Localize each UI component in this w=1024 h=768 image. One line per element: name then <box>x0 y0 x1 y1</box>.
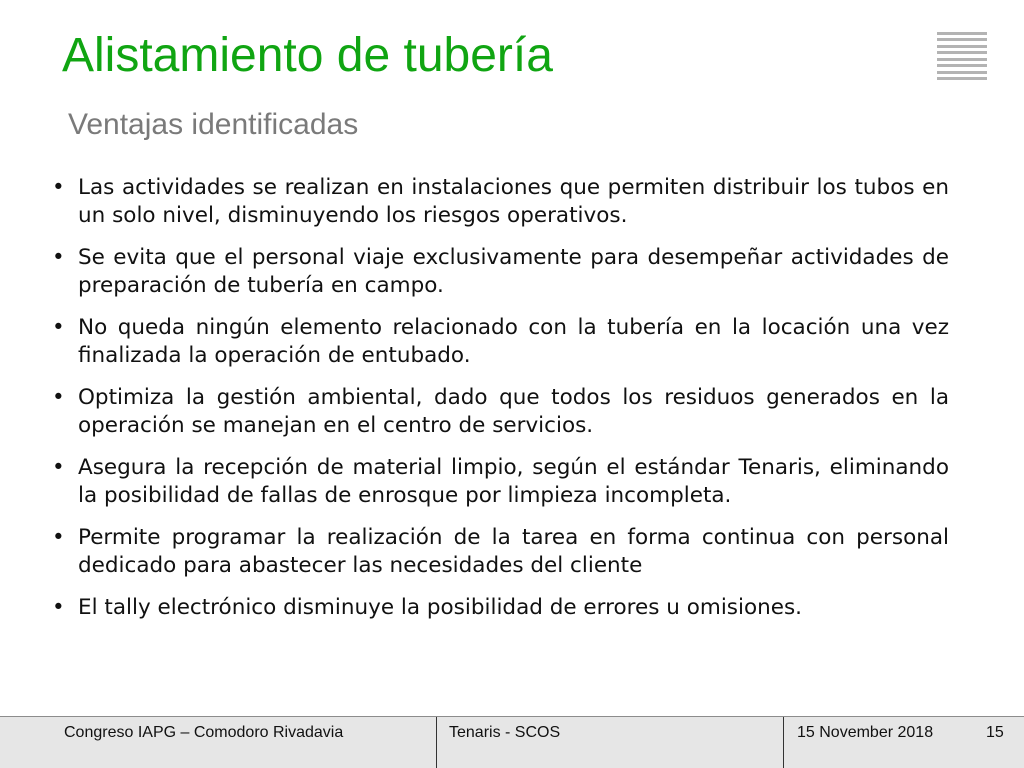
footer-event: Congreso IAPG – Comodoro Rivadavia <box>64 724 344 741</box>
slide-title: Alistamiento de tubería <box>62 29 553 82</box>
bullet-dot-icon: • <box>52 385 65 410</box>
logo-stripe <box>937 77 987 80</box>
bullet-list <box>52 174 949 636</box>
bullet-item <box>52 174 949 230</box>
bullet-dot-icon: • <box>52 525 65 550</box>
bullet-text: Asegura la recepción de material limpio, según el estándar Tenaris, eliminando la posibilidad de fallas de enrosque por limpieza incompleta. <box>78 455 949 508</box>
bullet-item <box>52 244 949 300</box>
bullet-dot-icon: • <box>52 245 65 270</box>
bullet-dot-icon: • <box>52 595 65 620</box>
bullet-item <box>52 524 949 580</box>
footer-divider <box>783 717 784 768</box>
bullet-dot-icon: • <box>52 315 65 340</box>
bullet-text: Las actividades se realizan en instalaciones que permiten distribuir los tubos en un solo nivel, disminuyendo los riesgos operativos. <box>78 175 949 228</box>
logo-stripe <box>937 51 987 54</box>
bullet-text: No queda ningún elemento relacionado con la tubería en la locación una vez finalizada la operación de entubado. <box>78 315 949 368</box>
logo-stripe <box>937 38 987 41</box>
bullet-text: Se evita que el personal viaje exclusivamente para desempeñar actividades de preparación de tubería en campo. <box>78 245 949 298</box>
footer-divider <box>436 717 437 768</box>
bullet-item <box>52 594 949 622</box>
logo-stripe <box>937 45 987 48</box>
striped-logo-icon <box>937 32 987 80</box>
logo-stripe <box>937 71 987 74</box>
bullet-item <box>52 454 949 510</box>
logo-stripe <box>937 64 987 67</box>
bullet-item <box>52 384 949 440</box>
logo-stripe <box>937 32 987 35</box>
bullet-dot-icon: • <box>52 175 65 200</box>
slide-subtitle: Ventajas identificadas <box>68 108 359 141</box>
footer-company: Tenaris - SCOS <box>449 724 561 741</box>
bullet-text: Optimiza la gestión ambiental, dado que todos los residuos generados en la operación se manejan en el centro de servicios. <box>78 385 949 438</box>
bullet-text: Permite programar la realización de la tarea en forma continua con personal dedicado para abastecer las necesidades del cliente <box>78 525 949 578</box>
bullet-item <box>52 314 949 370</box>
bullet-dot-icon: • <box>52 455 65 480</box>
bullet-text: El tally electrónico disminuye la posibilidad de errores u omisiones. <box>78 595 803 620</box>
footer-date: 15 November 2018 <box>797 724 934 741</box>
logo-stripe <box>937 58 987 61</box>
slide-footer <box>0 716 1024 768</box>
page-number: 15 <box>986 724 1004 741</box>
